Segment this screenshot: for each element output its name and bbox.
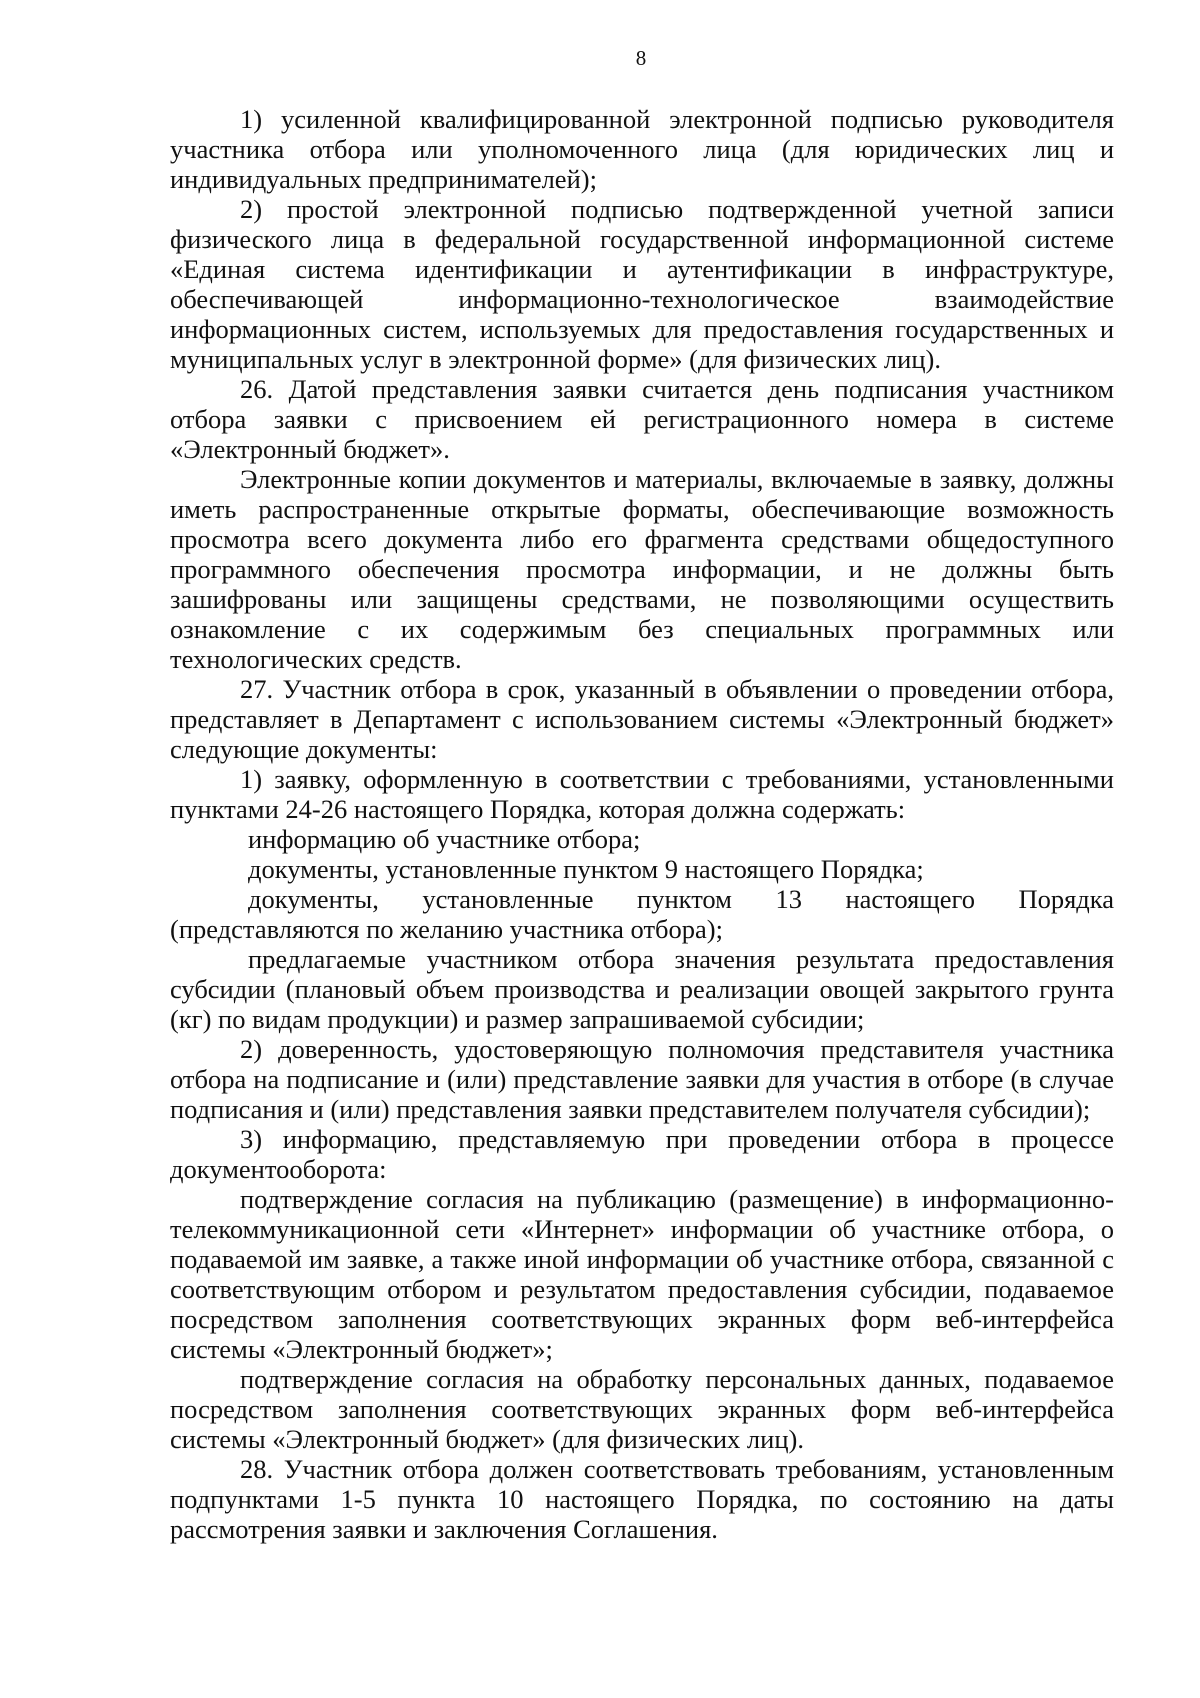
paragraph-signature-qualified: 1) усиленной квалифицированной электронной подписью руководителя участника отбора или уполномоченного лица (для юридических лиц и индивидуальных предпринимателей); bbox=[170, 104, 1114, 194]
paragraph-signature-simple: 2) простой электронной подписью подтвержденной учетной записи физического лица в федеральной государственной информационной системе «Единая система идентификации и аутентификации в инфраструктуре, обеспечивающей информационно-технологическое взаимодействие информационных систем, используемых для предоставления государственных и муниципальных услуг в электронной форме» (для физических лиц). bbox=[170, 194, 1114, 374]
page-number: 8 bbox=[635, 46, 647, 70]
paragraph-proposed-result: предлагаемые участником отбора значения результата предоставления субсидии (плановый объем производства и реализации овощей закрытого грунта (кг) по видам продукции) и размер запрашиваемой субсидии; bbox=[170, 944, 1114, 1034]
paragraph-item-27-3: 3) информацию, представляемую при проведении отбора в процессе документооборота: bbox=[170, 1124, 1114, 1184]
paragraph-personal-data-consent: подтверждение согласия на обработку персональных данных, подаваемое посредством заполнения соответствующих экранных форм веб-интерфейса системы «Электронный бюджет» (для физических лиц). bbox=[170, 1364, 1114, 1454]
paragraph-participant-info: информацию об участнике отбора; bbox=[248, 824, 641, 854]
paragraph-electronic-copies: Электронные копии документов и материалы, включаемые в заявку, должны иметь распространенные открытые форматы, обеспечивающие возможность просмотра всего документа либо его фрагмента средствами общедоступного программного обеспечения просмотра информации, и не должны быть зашифрованы или защищены средствами, не позволяющими осуществить ознакомление с их содержимым без специальных программных или технологических средств. bbox=[170, 464, 1114, 674]
paragraph-documents-item-13: документы, установленные пунктом 13 настоящего Порядка (представляются по желанию участника отбора); bbox=[170, 884, 1114, 944]
document-body bbox=[170, 104, 1114, 1544]
paragraph-item-26: 26. Датой представления заявки считается день подписания участником отбора заявки с присвоением ей регистрационного номера в системе «Электронный бюджет». bbox=[170, 374, 1114, 464]
paragraph-documents-item-9: документы, установленные пунктом 9 настоящего Порядка; bbox=[248, 854, 924, 884]
paragraph-publication-consent: подтверждение согласия на публикацию (размещение) в информационно-телекоммуникационной сети «Интернет» информации об участнике отбора, о подаваемой им заявке, а также иной информации об участнике отбора, связанной с соответствующим отбором и результатом предоставления субсидии, подаваемое посредством заполнения соответствующих экранных форм веб-интерфейса системы «Электронный бюджет»; bbox=[170, 1184, 1114, 1364]
paragraph-item-28: 28. Участник отбора должен соответствовать требованиям, установленным подпунктами 1-5 пункта 10 настоящего Порядка, по состоянию на даты рассмотрения заявки и заключения Соглашения. bbox=[170, 1454, 1114, 1544]
paragraph-item-27-1: 1) заявку, оформленную в соответствии с требованиями, установленными пунктами 24-26 настоящего Порядка, которая должна содержать: bbox=[170, 764, 1114, 824]
paragraph-item-27-2: 2) доверенность, удостоверяющую полномочия представителя участника отбора на подписание и (или) представление заявки для участия в отборе (в случае подписания и (или) представления заявки представителем получателя субсидии); bbox=[170, 1034, 1114, 1124]
paragraph-item-27: 27. Участник отбора в срок, указанный в объявлении о проведении отбора, представляет в Департамент с использованием системы «Электронный бюджет» следующие документы: bbox=[170, 674, 1114, 764]
